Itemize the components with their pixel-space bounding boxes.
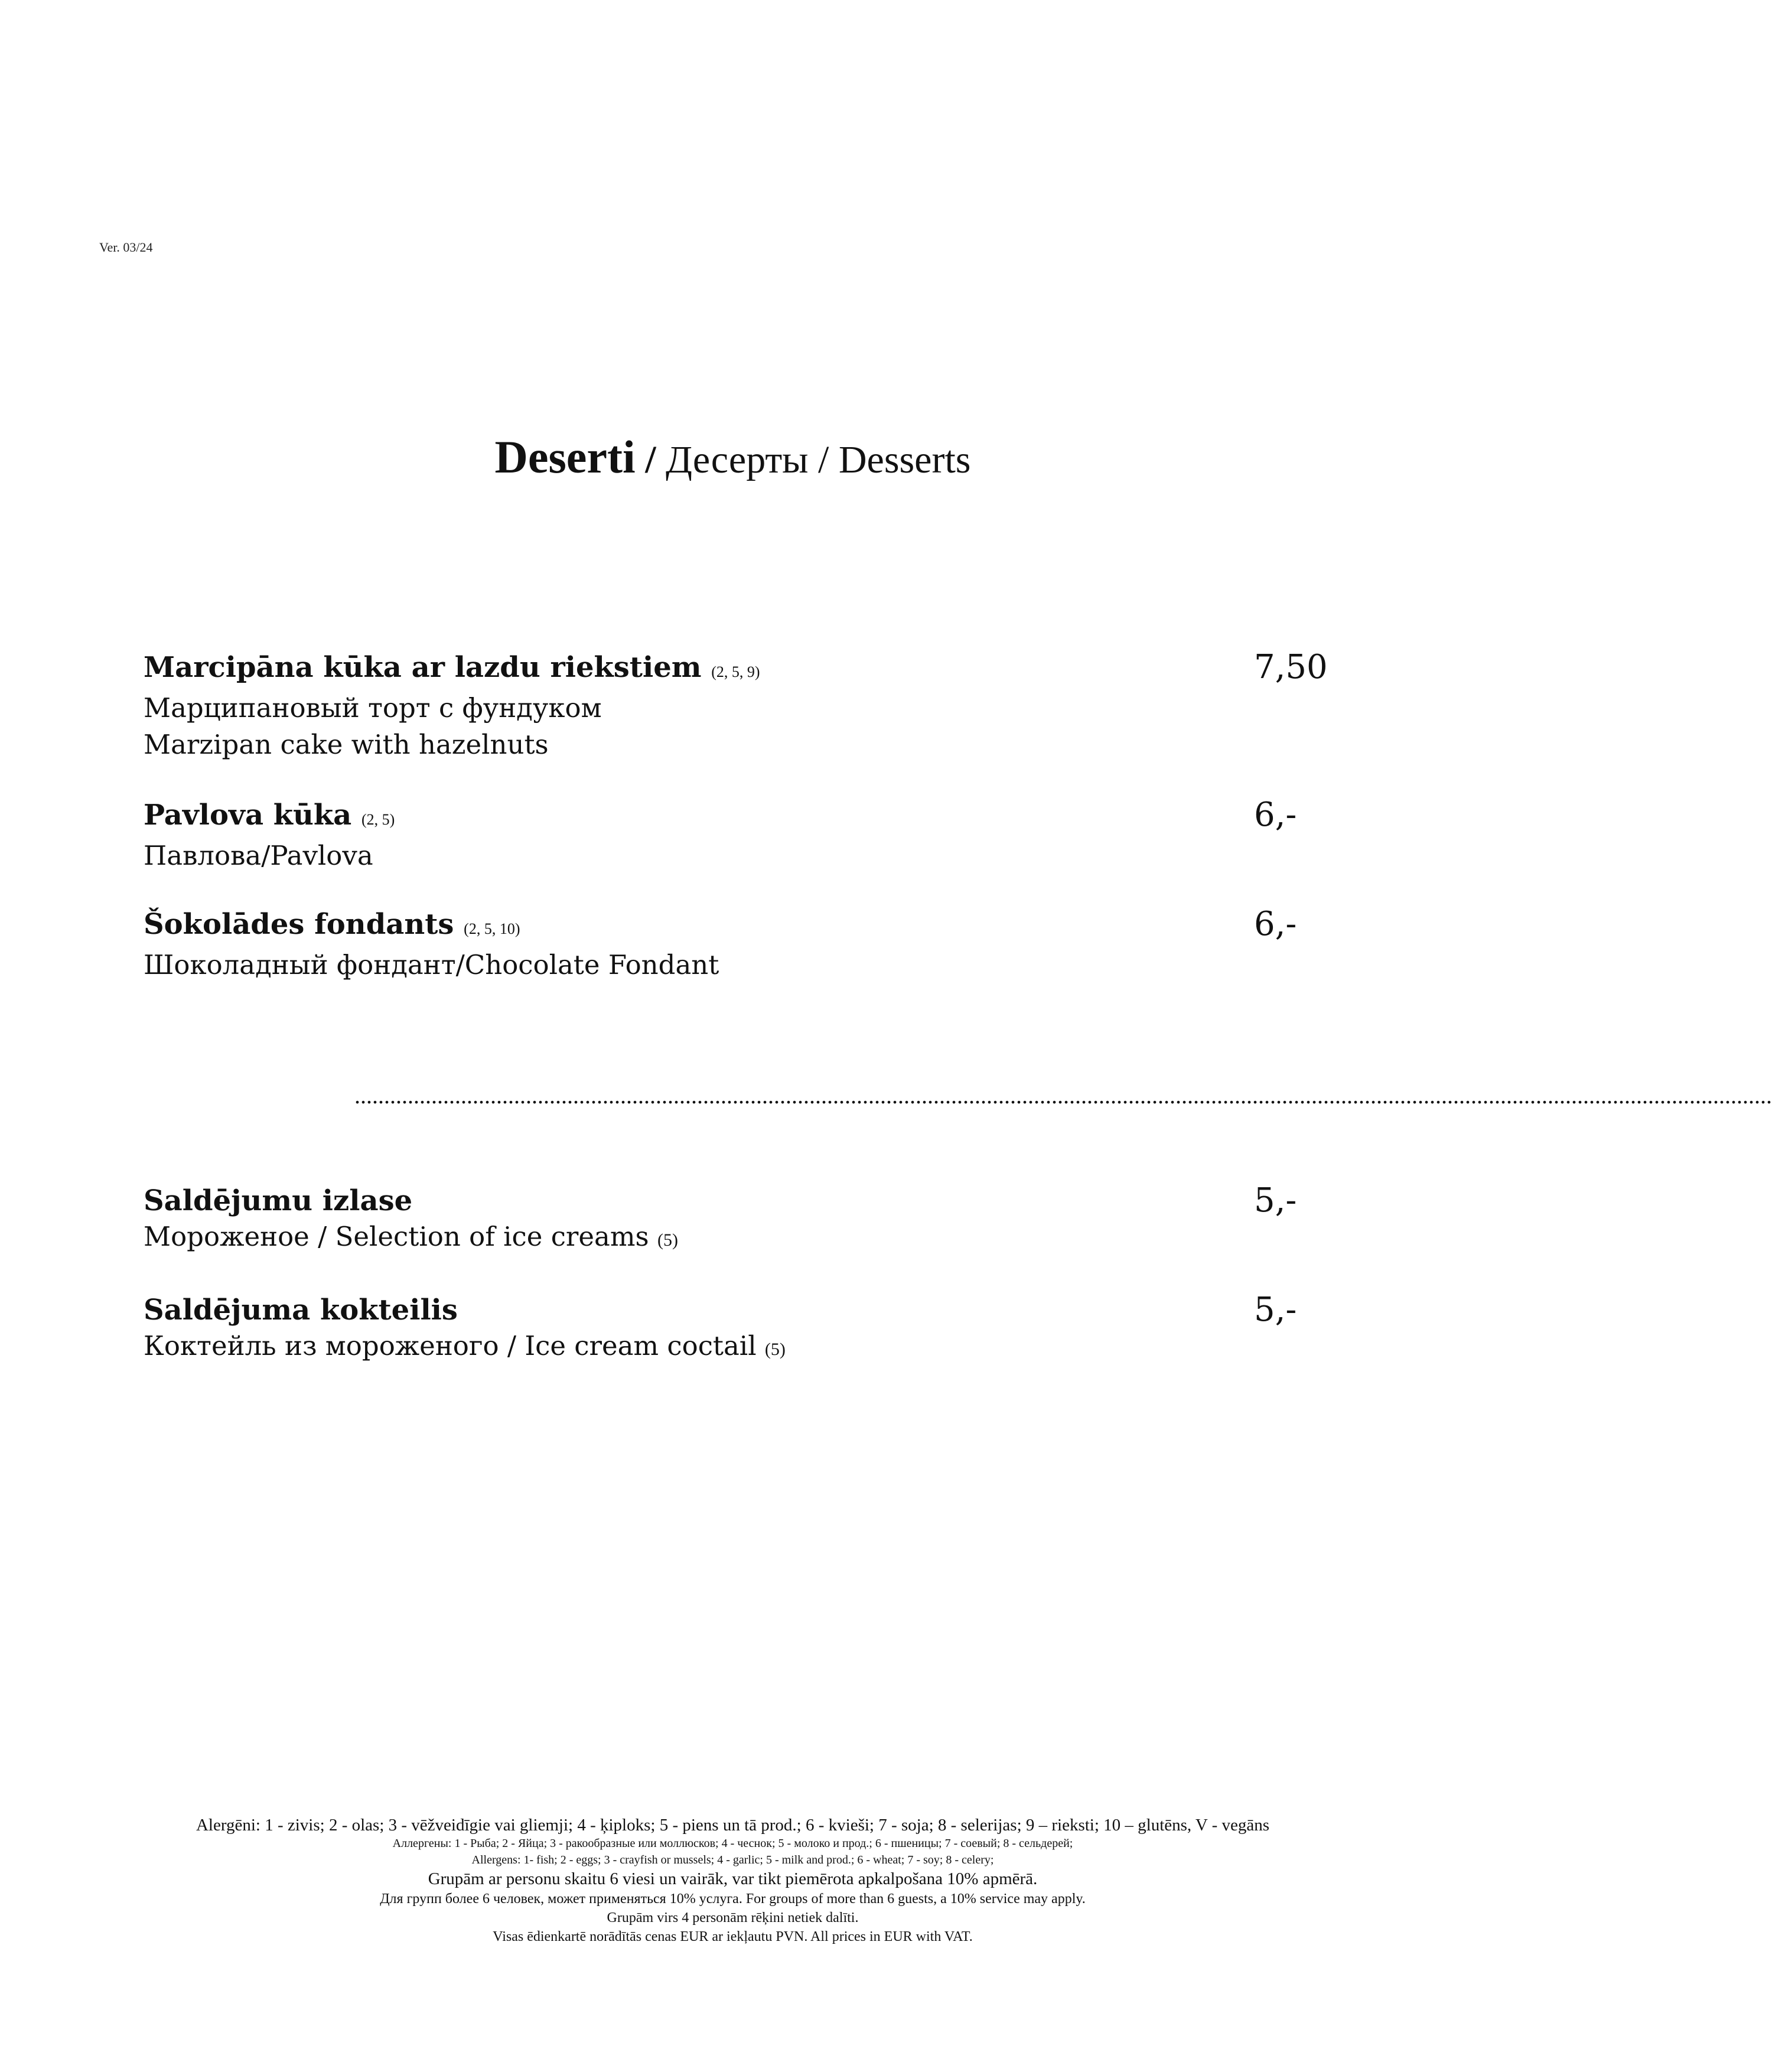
- dotted-divider: ................................................................................................................................................................................................................................................: [354, 1082, 1772, 1109]
- menu-item-allergens: (2, 5, 9): [711, 663, 760, 680]
- version-label: Ver. 03/24: [99, 240, 153, 255]
- menu-item-description-text: Коктейль из мороженого / Ice cream coctail: [144, 1330, 757, 1361]
- menu-item-name-line: [144, 1183, 1319, 1219]
- menu-item-allergens: (5): [657, 1230, 678, 1250]
- menu-item-pavlova: [144, 797, 1319, 874]
- footer-notes: [0, 1815, 1465, 1946]
- page-title-separator: /: [635, 438, 666, 481]
- menu-item-description: [144, 1328, 1319, 1368]
- menu-item-price: 7,50: [1254, 648, 1328, 686]
- menu-item-description: Шоколадный фондант/Chocolate Fondant: [144, 949, 719, 980]
- menu-item-name: Saldējuma kokteilis: [144, 1294, 458, 1327]
- footer-allergens-lv: Alergēni: 1 - zivis; 2 - olas; 3 - vēžveidīgie vai gliemji; 4 - ķiploks; 5 - piens un tā prod.; 6 - kvieši; 7 - soja; 8 - selerijas; 9 – rieksti; 10 – glutēns, V - vegāns: [196, 1816, 1270, 1835]
- footer-allergens-en: Allergens: 1- fish; 2 - eggs; 3 - crayfish or mussels; 4 - garlic; 5 - milk and prod.; 6 - wheat; 7 - soy; 8 - celery;: [471, 1853, 994, 1866]
- footer-allergens-ru: Аллергены: 1 - Рыба; 2 - Яйца; 3 - ракообразные или моллюсков; 4 - чеснок; 5 - молоко и прод.; 6 - пшеницы; 7 - соевый; 8 - сельдерей;: [392, 1837, 1073, 1850]
- page-title: [0, 431, 1465, 483]
- page-title-lv: Deserti: [494, 431, 636, 483]
- menu-item-name: Marcipāna kūka ar lazdu riekstiem: [144, 651, 702, 684]
- footer-service-ru-en: Для групп более 6 человек, может применяться 10% услуга. For groups of more than 6 guests, a 10% service may apply.: [380, 1891, 1086, 1907]
- menu-item-name-line: [144, 907, 1319, 947]
- menu-item-name-line: [144, 1292, 1319, 1328]
- footer-bills-lv: Grupām virs 4 personām rēķini netiek dalīti.: [607, 1910, 859, 1926]
- menu-item-description: [144, 1219, 1319, 1259]
- menu-item-name: Saldējumu izlase: [144, 1184, 413, 1217]
- menu-item-price: 6,-: [1254, 905, 1297, 943]
- menu-item-name-line: [144, 650, 1319, 690]
- menu-item-name: Šokolādes fondants: [144, 908, 454, 941]
- footer-service-lv: Grupām ar personu skaitu 6 viesi un vairāk, var tikt piemērota apkalpošana 10% apmērā.: [428, 1869, 1038, 1888]
- menu-item-name: Pavlova kūka: [144, 799, 352, 832]
- page-title-ru-en: Десерты / Desserts: [666, 438, 971, 481]
- menu-item-allergens: (2, 5): [361, 811, 395, 828]
- menu-item-price: 5,-: [1254, 1181, 1297, 1220]
- menu-item-marzipan-cake: [144, 648, 1328, 763]
- menu-item-chocolate-fondant: [144, 907, 1319, 983]
- menu-item-allergens: (5): [764, 1340, 786, 1359]
- menu-item-description-text: Мороженое / Selection of ice creams: [144, 1221, 649, 1252]
- menu-item-description-ru: Марципановый торт с фундуком: [144, 692, 602, 724]
- menu-item-description: Павлова/Pavlova: [144, 840, 373, 871]
- menu-item-ice-cream-cocktail: [144, 1292, 1319, 1368]
- menu-item-price: 5,-: [1254, 1291, 1297, 1329]
- menu-item-name-line: [144, 797, 1319, 838]
- footer-prices-note: Visas ēdienkartē norādītās cenas EUR ar iekļautu PVN. All prices in EUR with VAT.: [493, 1929, 973, 1944]
- menu-item-ice-cream-selection: [144, 1183, 1319, 1259]
- menu-item-allergens: (2, 5, 10): [464, 920, 520, 937]
- menu-item-description-en: Marzipan cake with hazelnuts: [144, 729, 549, 760]
- menu-item-price: 6,-: [1254, 796, 1297, 834]
